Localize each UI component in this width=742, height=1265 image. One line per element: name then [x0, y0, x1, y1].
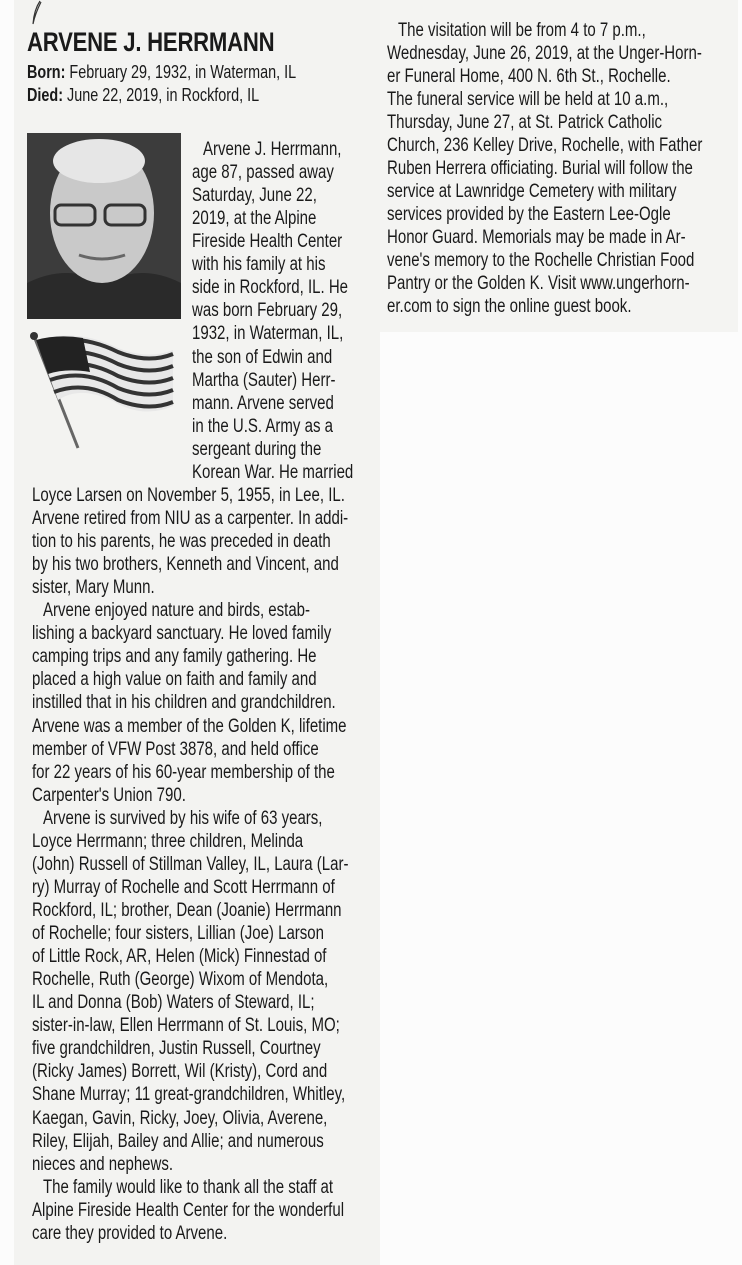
body-text-line: in the U.S. Army as a: [192, 415, 333, 437]
body-text-line: Arvene J. Herrmann,: [203, 139, 342, 160]
born-line: [27, 62, 296, 83]
body-text-line: side in Rockford, IL. He: [192, 277, 349, 299]
body-text-line: Alpine Fireside Health Center for the wonderful: [32, 1199, 345, 1221]
service-text-line: Ruben Herrera officiating. Burial will follow the: [387, 158, 693, 179]
body-text-line: Carpenter's Union 790.: [32, 784, 186, 806]
service-text-line: Church, 236 Kelley Drive, Rochelle, with Father: [387, 135, 703, 156]
body-text-line: 1932, in Waterman, IL,: [192, 323, 344, 345]
body-text-line: 2019, at the Alpine: [192, 208, 317, 230]
body-text-line: was born February 29,: [192, 300, 343, 322]
body-text-line: (John) Russell of Stillman Valley, IL, Laura (Lar-: [32, 853, 349, 875]
body-text-line: Rochelle, Ruth (George) Wixom of Mendota,: [32, 969, 329, 991]
body-text-line: Korean War. He married: [192, 461, 354, 483]
body-text-line: The family would like to thank all the staff at: [43, 1176, 334, 1198]
died-value: June 22, 2019, in Rockford, IL: [63, 85, 260, 105]
body-text-line: care they provided to Arvene.: [32, 1222, 228, 1244]
body-text-line: Shane Murray; 11 great-grandchildren, Whitley,: [32, 1084, 346, 1106]
body-text-line: sergeant during the: [192, 438, 322, 460]
service-text-line: er Funeral Home, 400 N. 6th St., Rochelle.: [387, 66, 671, 87]
body-text-line: IL and Donna (Bob) Waters of Steward, IL;: [32, 992, 315, 1014]
service-text-line: The funeral service will be held at 10 a.m.,: [387, 89, 669, 110]
body-text-line: with his family at his: [192, 254, 326, 276]
body-text-line: sister-in-law, Ellen Herrmann of St. Louis, MO;: [32, 1015, 340, 1037]
died-line: [27, 85, 259, 106]
died-label: Died:: [27, 85, 63, 105]
service-text-line: Pantry or the Golden K. Visit www.ungerhorn-: [387, 273, 690, 294]
body-text-line: of Little Rock, AR, Helen (Mick) Finnestad of: [32, 946, 327, 968]
service-text-line: The visitation will be from 4 to 7 p.m.,: [398, 20, 646, 41]
body-text-line: camping trips and any family gathering. He: [32, 646, 317, 668]
body-text-line: of Rochelle; four sisters, Lillian (Joe) Larson: [32, 923, 324, 945]
body-text-line: Arvene was a member of the Golden K, lifetime: [32, 715, 347, 737]
body-text-line: Fireside Health Center: [192, 231, 343, 253]
obituary-name-heading: ARVENE J. HERRMANN: [27, 27, 275, 57]
born-label: Born:: [27, 62, 66, 82]
service-text-line: er.com to sign the online guest book.: [387, 296, 632, 317]
body-text-line: tion to his parents, he was preceded in death: [32, 531, 331, 553]
body-text-line: Kaegan, Gavin, Ricky, Joey, Olivia, Averene,: [32, 1107, 328, 1129]
pen-mark-icon: [30, 0, 44, 26]
american-flag-icon: [28, 328, 178, 453]
body-text-line: sister, Mary Munn.: [32, 577, 155, 599]
body-text-line: ry) Murray of Rochelle and Scott Herrmann of: [32, 876, 335, 898]
service-text-line: service at Lawnridge Cemetery with military: [387, 181, 677, 202]
body-text-line: Riley, Elijah, Bailey and Allie; and numerous: [32, 1130, 324, 1152]
body-text-line: nieces and nephews.: [32, 1153, 174, 1175]
portrait-photo: [27, 133, 181, 319]
born-value: February 29, 1932, in Waterman, IL: [65, 62, 297, 82]
body-text-line: instilled that in his children and grandchildren.: [32, 692, 336, 714]
body-text-line: by his two brothers, Kenneth and Vincent, and: [32, 554, 339, 576]
body-text-line: age 87, passed away: [192, 162, 334, 184]
body-text-line: Arvene retired from NIU as a carpenter. In addi-: [32, 507, 349, 529]
body-text-line: Arvene is survived by his wife of 63 years,: [43, 807, 323, 829]
body-text-line: Loyce Larsen on November 5, 1955, in Lee, IL.: [32, 484, 345, 506]
body-text-line: Loyce Herrmann; three children, Melinda: [32, 830, 304, 852]
service-text-line: Thursday, June 27, at St. Patrick Catholic: [387, 112, 663, 133]
service-text-line: services provided by the Eastern Lee-Ogle: [387, 204, 671, 225]
body-text-line: (Ricky James) Borrett, Wil (Kristy), Cord and: [32, 1061, 328, 1083]
body-text-line: for 22 years of his 60-year membership of the: [32, 761, 335, 783]
body-text-line: Martha (Sauter) Herr-: [192, 369, 336, 391]
body-text-line: lishing a backyard sanctuary. He loved family: [32, 623, 332, 645]
body-text-line: placed a high value on faith and family and: [32, 669, 317, 691]
body-text-line: Arvene enjoyed nature and birds, estab-: [43, 600, 311, 622]
body-text-line: Rockford, IL; brother, Dean (Joanie) Herrmann: [32, 899, 342, 921]
service-text-line: Honor Guard. Memorials may be made in Ar-: [387, 227, 686, 248]
body-text-line: mann. Arvene served: [192, 392, 334, 414]
service-text-line: Wednesday, June 26, 2019, at the Unger-Horn-: [387, 43, 702, 64]
body-text-line: the son of Edwin and: [192, 346, 333, 368]
body-text-line: five grandchildren, Justin Russell, Courtney: [32, 1038, 321, 1060]
body-text-line: Saturday, June 22,: [192, 185, 317, 207]
body-text-line: member of VFW Post 3878, and held office: [32, 738, 319, 760]
service-text-line: vene's memory to the Rochelle Christian Food: [387, 250, 695, 271]
